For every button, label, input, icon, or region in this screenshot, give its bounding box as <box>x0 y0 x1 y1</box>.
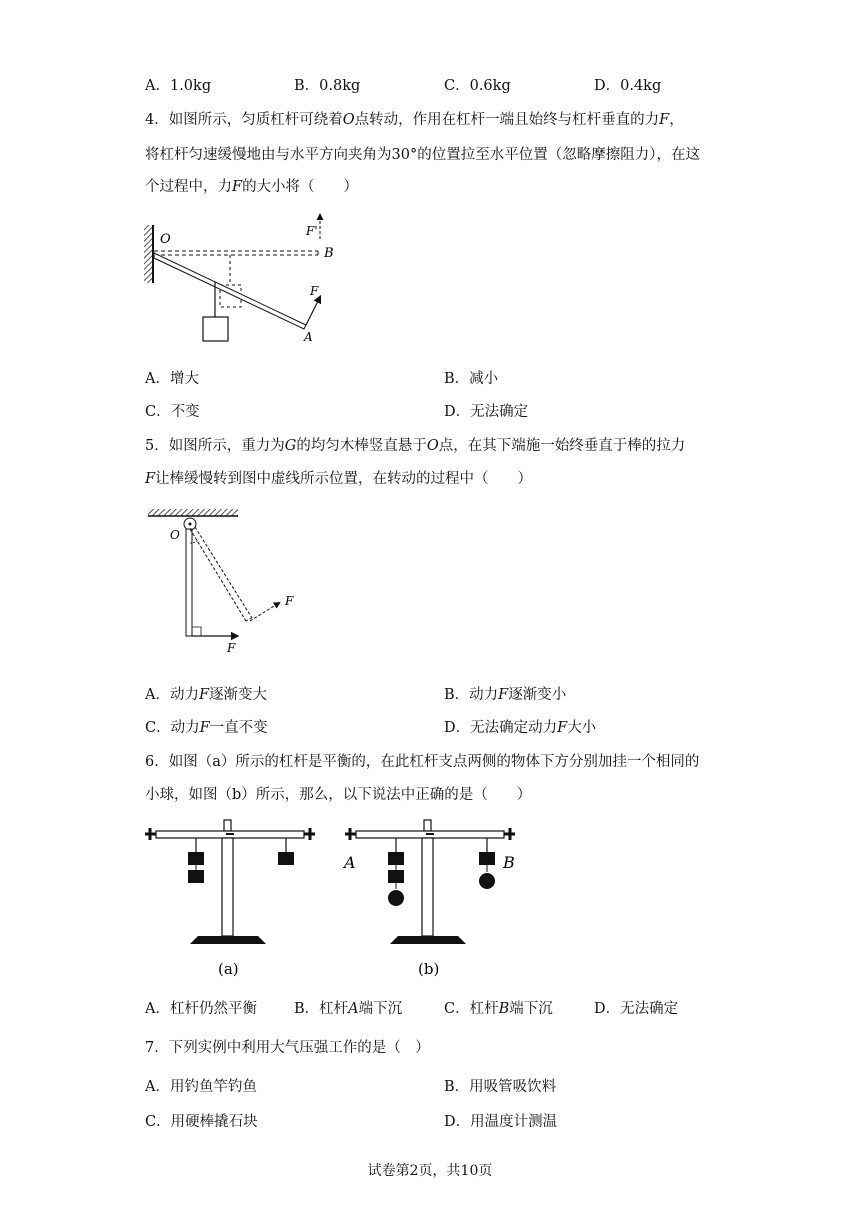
q5-option-c: C．动力F一直不变 <box>145 720 268 736</box>
label-f: F <box>310 284 319 298</box>
force-f-arrow <box>306 297 320 325</box>
q5-rod-figure <box>140 505 310 655</box>
q3-option-b: B．0.8kg <box>294 78 361 94</box>
label-o: O <box>160 232 171 247</box>
q5-option-b: B．动力F逐渐变小 <box>444 687 567 703</box>
q4-stem-line1: 4．如图所示，匀质杠杆可绕着O点转动，作用在杠杆一端且始终与杠杆垂直的力F， <box>145 112 684 128</box>
q6-option-b: B．杠杆A端下沉 <box>294 1001 403 1017</box>
q4-lever-figure <box>140 205 350 345</box>
q7-option-a: A．用钓鱼竿钓鱼 <box>145 1079 257 1095</box>
q7-option-b: B．用吸管吸饮料 <box>444 1079 557 1095</box>
base-a <box>190 936 266 944</box>
q4-option-d: D．无法确定 <box>444 404 529 420</box>
q5-stem-line1: 5．如图所示，重力为G的均匀木棒竖直悬于O点，在其下端施一始终垂直于棒的拉力 <box>145 438 686 454</box>
q7-option-d: D．用温度计测温 <box>444 1114 558 1130</box>
ball-left <box>388 890 404 906</box>
label-f-dashed: F <box>285 594 294 608</box>
label-b: B <box>324 246 334 261</box>
q7-stem-line1: 7．下列实例中利用大气压强工作的是（ ） <box>145 1040 430 1056</box>
stand-b <box>422 838 433 936</box>
caption-a: (a) <box>218 960 239 978</box>
q6-balance-figure <box>140 812 520 982</box>
q4-stem-line3: 个过程中，力F的大小将（ ） <box>145 179 359 195</box>
q4-option-c: C．不变 <box>145 404 200 420</box>
q6-option-a: A．杠杆仍然平衡 <box>145 1001 257 1017</box>
stand-a <box>222 838 233 936</box>
label-o: O <box>170 528 180 542</box>
page-footer: 试卷第2页，共10页 <box>367 1163 493 1179</box>
lever-tilted <box>154 253 306 329</box>
base-b <box>390 936 466 944</box>
label-a: A <box>304 330 313 344</box>
wall-hatch <box>144 225 153 283</box>
caption-b: (b) <box>418 960 440 978</box>
q5-option-a: A．动力F逐渐变大 <box>145 687 268 703</box>
label-f-solid: F <box>227 641 236 655</box>
box-solid <box>203 317 228 341</box>
q7-option-c: C．用硬棒撬石块 <box>145 1114 258 1130</box>
q4-option-b: B．减小 <box>444 371 499 387</box>
rod-vertical <box>186 529 192 636</box>
q4-option-a: A．增大 <box>145 371 199 387</box>
q6-stem-line1: 6．如图（a）所示的杠杆是平衡的，在此杠杆支点两侧的物体下方分别加挂一个相同的 <box>145 754 700 770</box>
q3-option-a: A．1.0kg <box>145 78 212 94</box>
q5-option-d: D．无法确定动力F大小 <box>444 720 597 736</box>
q6-stem-line2: 小球，如图（b）所示，那么，以下说法中正确的是（ ） <box>145 787 532 803</box>
force-f-dashed-arrow <box>250 603 279 621</box>
label-b-end: B <box>503 853 515 872</box>
q3-option-d: D．0.4kg <box>594 78 662 94</box>
q5-stem-line2: F让棒缓慢转到图中虚线所示位置，在转动的过程中（ ） <box>145 471 533 487</box>
ball-right <box>479 873 495 889</box>
rod-dashed <box>190 529 246 621</box>
q6-option-c: C．杠杆B端下沉 <box>444 1001 553 1017</box>
q4-stem-line2: 将杠杆匀速缓慢地由与水平方向夹角为30°的位置拉至水平位置（忽略摩擦阻力），在这 <box>145 147 700 163</box>
q3-option-c: C．0.6kg <box>444 78 511 94</box>
balance-a <box>145 820 315 944</box>
balance-b <box>345 820 515 944</box>
label-a-end: A <box>344 853 356 872</box>
label-f-prime: F' <box>306 224 318 238</box>
ceiling-hatch <box>148 509 238 516</box>
q6-option-d: D．无法确定 <box>594 1001 679 1017</box>
